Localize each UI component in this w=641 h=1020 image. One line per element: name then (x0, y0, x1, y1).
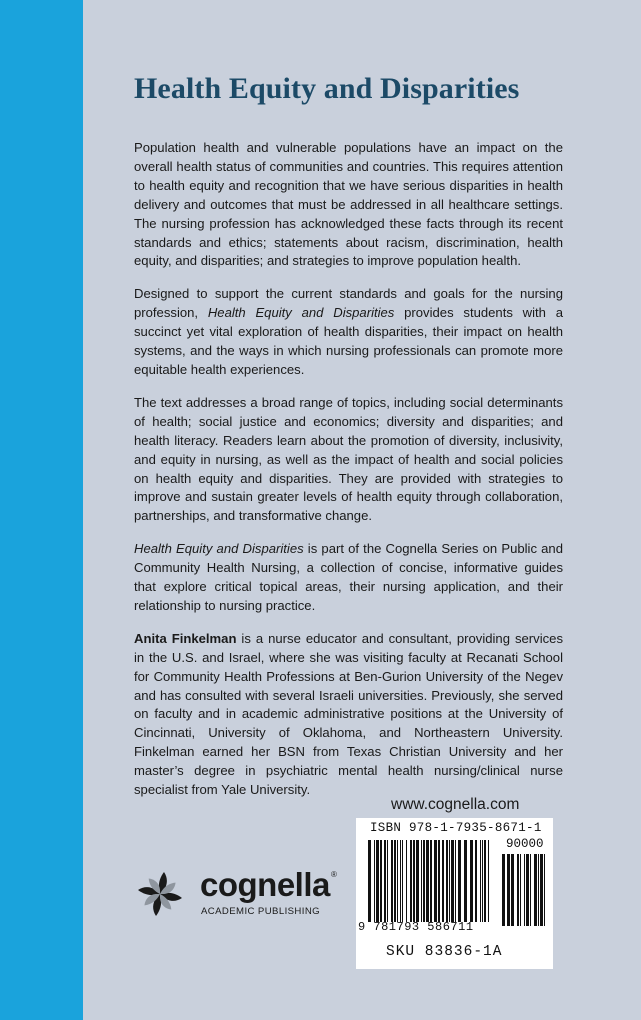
paragraph-author-bio: Anita Finkelman is a nurse educator and consultant, providing services in the U.S. and Israel, where she was visiting faculty at Recanati School for Community Health Professions at Ben-Gurion University of the Negev and has consulted with several Israeli universities. Previously, she served on faculty and in academic administrative positions at the University of Cincinnati, University of Oklahoma, and Northeastern University. Finkelman earned her BSN from Texas Christian University and her master’s degree in psychiatric mental health nursing/clinical nurse specialist from Yale University. (134, 630, 563, 798)
barcode-bar (488, 840, 489, 922)
publisher-name: cognella (200, 866, 330, 903)
back-cover-description (134, 139, 563, 814)
barcode-bar (458, 840, 461, 922)
isbn-label: ISBN 978-1-7935-8671-1 (370, 821, 542, 835)
barcode-bar (540, 854, 543, 926)
book-title: Health Equity and Disparities (134, 72, 520, 105)
barcode-bar (413, 840, 415, 922)
cognella-flower-icon (128, 862, 192, 926)
barcode-bar (397, 840, 398, 922)
barcode-bar (449, 840, 450, 922)
barcode-bar (544, 854, 545, 926)
barcode-bar (400, 840, 401, 922)
barcode-bar (507, 854, 510, 926)
barcode-bar (410, 840, 412, 922)
barcode-panel (356, 818, 553, 969)
barcode-bar (380, 840, 382, 922)
barcode-bar (502, 854, 505, 926)
barcode-bar (416, 840, 419, 922)
barcode-bar (511, 854, 514, 926)
barcode-bar (391, 840, 393, 922)
paragraph-series: Health Equity and Disparities is part of the Cognella Series on Public and Community Health Nursing, a collection of concise, informative guides that explore critical topical areas, their nursing application, and their relationship to nursing practice. (134, 541, 563, 613)
barcode-bar (423, 840, 425, 922)
barcode-bar (394, 840, 396, 922)
barcode-bar (384, 840, 386, 922)
barcode-bar (464, 840, 467, 922)
barcode-bar (376, 840, 379, 922)
barcode-bar (438, 840, 440, 922)
barcode-bar (524, 854, 525, 926)
publisher-subtitle: ACADEMIC PUBLISHING (201, 906, 321, 917)
barcode-bar (430, 840, 432, 922)
barcode-bar (374, 840, 375, 922)
author-name: Anita Finkelman (134, 630, 237, 646)
price-code: 90000 (506, 837, 544, 851)
barcode-bar (368, 840, 371, 922)
registered-mark: ® (331, 870, 337, 879)
barcode-bar (517, 854, 519, 926)
book-title-italic: Health Equity and Disparities (134, 541, 304, 557)
barcode-bar (520, 854, 521, 926)
barcode-bar (455, 840, 456, 922)
barcode-bar (530, 854, 531, 926)
barcode-bar (387, 840, 388, 922)
barcode-bar (482, 840, 483, 922)
barcode-bar (534, 854, 537, 926)
barcode-bar (475, 840, 477, 922)
sku-label: SKU 83836-1A (386, 944, 503, 960)
barcode-bar (526, 854, 529, 926)
barcode-number: 9 781793 586711 (358, 920, 474, 934)
spine-band (0, 0, 83, 1020)
publisher-logo (128, 862, 343, 926)
barcode-bar (470, 840, 473, 922)
barcode-bar (426, 840, 429, 922)
barcode-bar (442, 840, 444, 922)
barcode-bar (451, 840, 454, 922)
barcode-bar (538, 854, 539, 926)
barcode-bar (434, 840, 437, 922)
barcode-bar (480, 840, 481, 922)
barcode-bar (402, 840, 403, 922)
book-title-italic: Health Equity and Disparities (207, 305, 395, 321)
publisher-website: www.cognella.com (391, 796, 520, 813)
paragraph-topics: The text addresses a broad range of topics, including social determinants of health; social justice and economics; diversity and disparities; and health literacy. Readers learn about the promotion of diversity, inclusivity, and equity in nursing, as well as the impact of health and social policies on health equity and disparities. They are provided with strategies to improve and sustain greater levels of health equity through collaboration, partnerships, and transformative change. (134, 394, 563, 524)
barcode-bar (446, 840, 448, 922)
barcode-bar (421, 840, 422, 922)
paragraph-overview: Population health and vulnerable populations have an impact on the overall health status of communities and countries. This requires attention to health equity and recognition that we have serious disparities in health delivery and outcomes that must be addressed in all healthcare settings. The nursing profession has acknowledged these facts through its recent standards and ethics; statements about racism, discrimination, health equity, and disparities; and strategies to improve population health. (134, 140, 563, 269)
barcode-bar (406, 840, 407, 922)
barcode-bar (484, 840, 486, 922)
paragraph-purpose: Designed to support the current standards and goals for the nursing profession, Health Equity and Disparities provides students with a succinct yet vital exploration of health disparities, their impact on health systems, and the ways in which nursing professionals can promote more equitable health experiences. (134, 286, 564, 377)
